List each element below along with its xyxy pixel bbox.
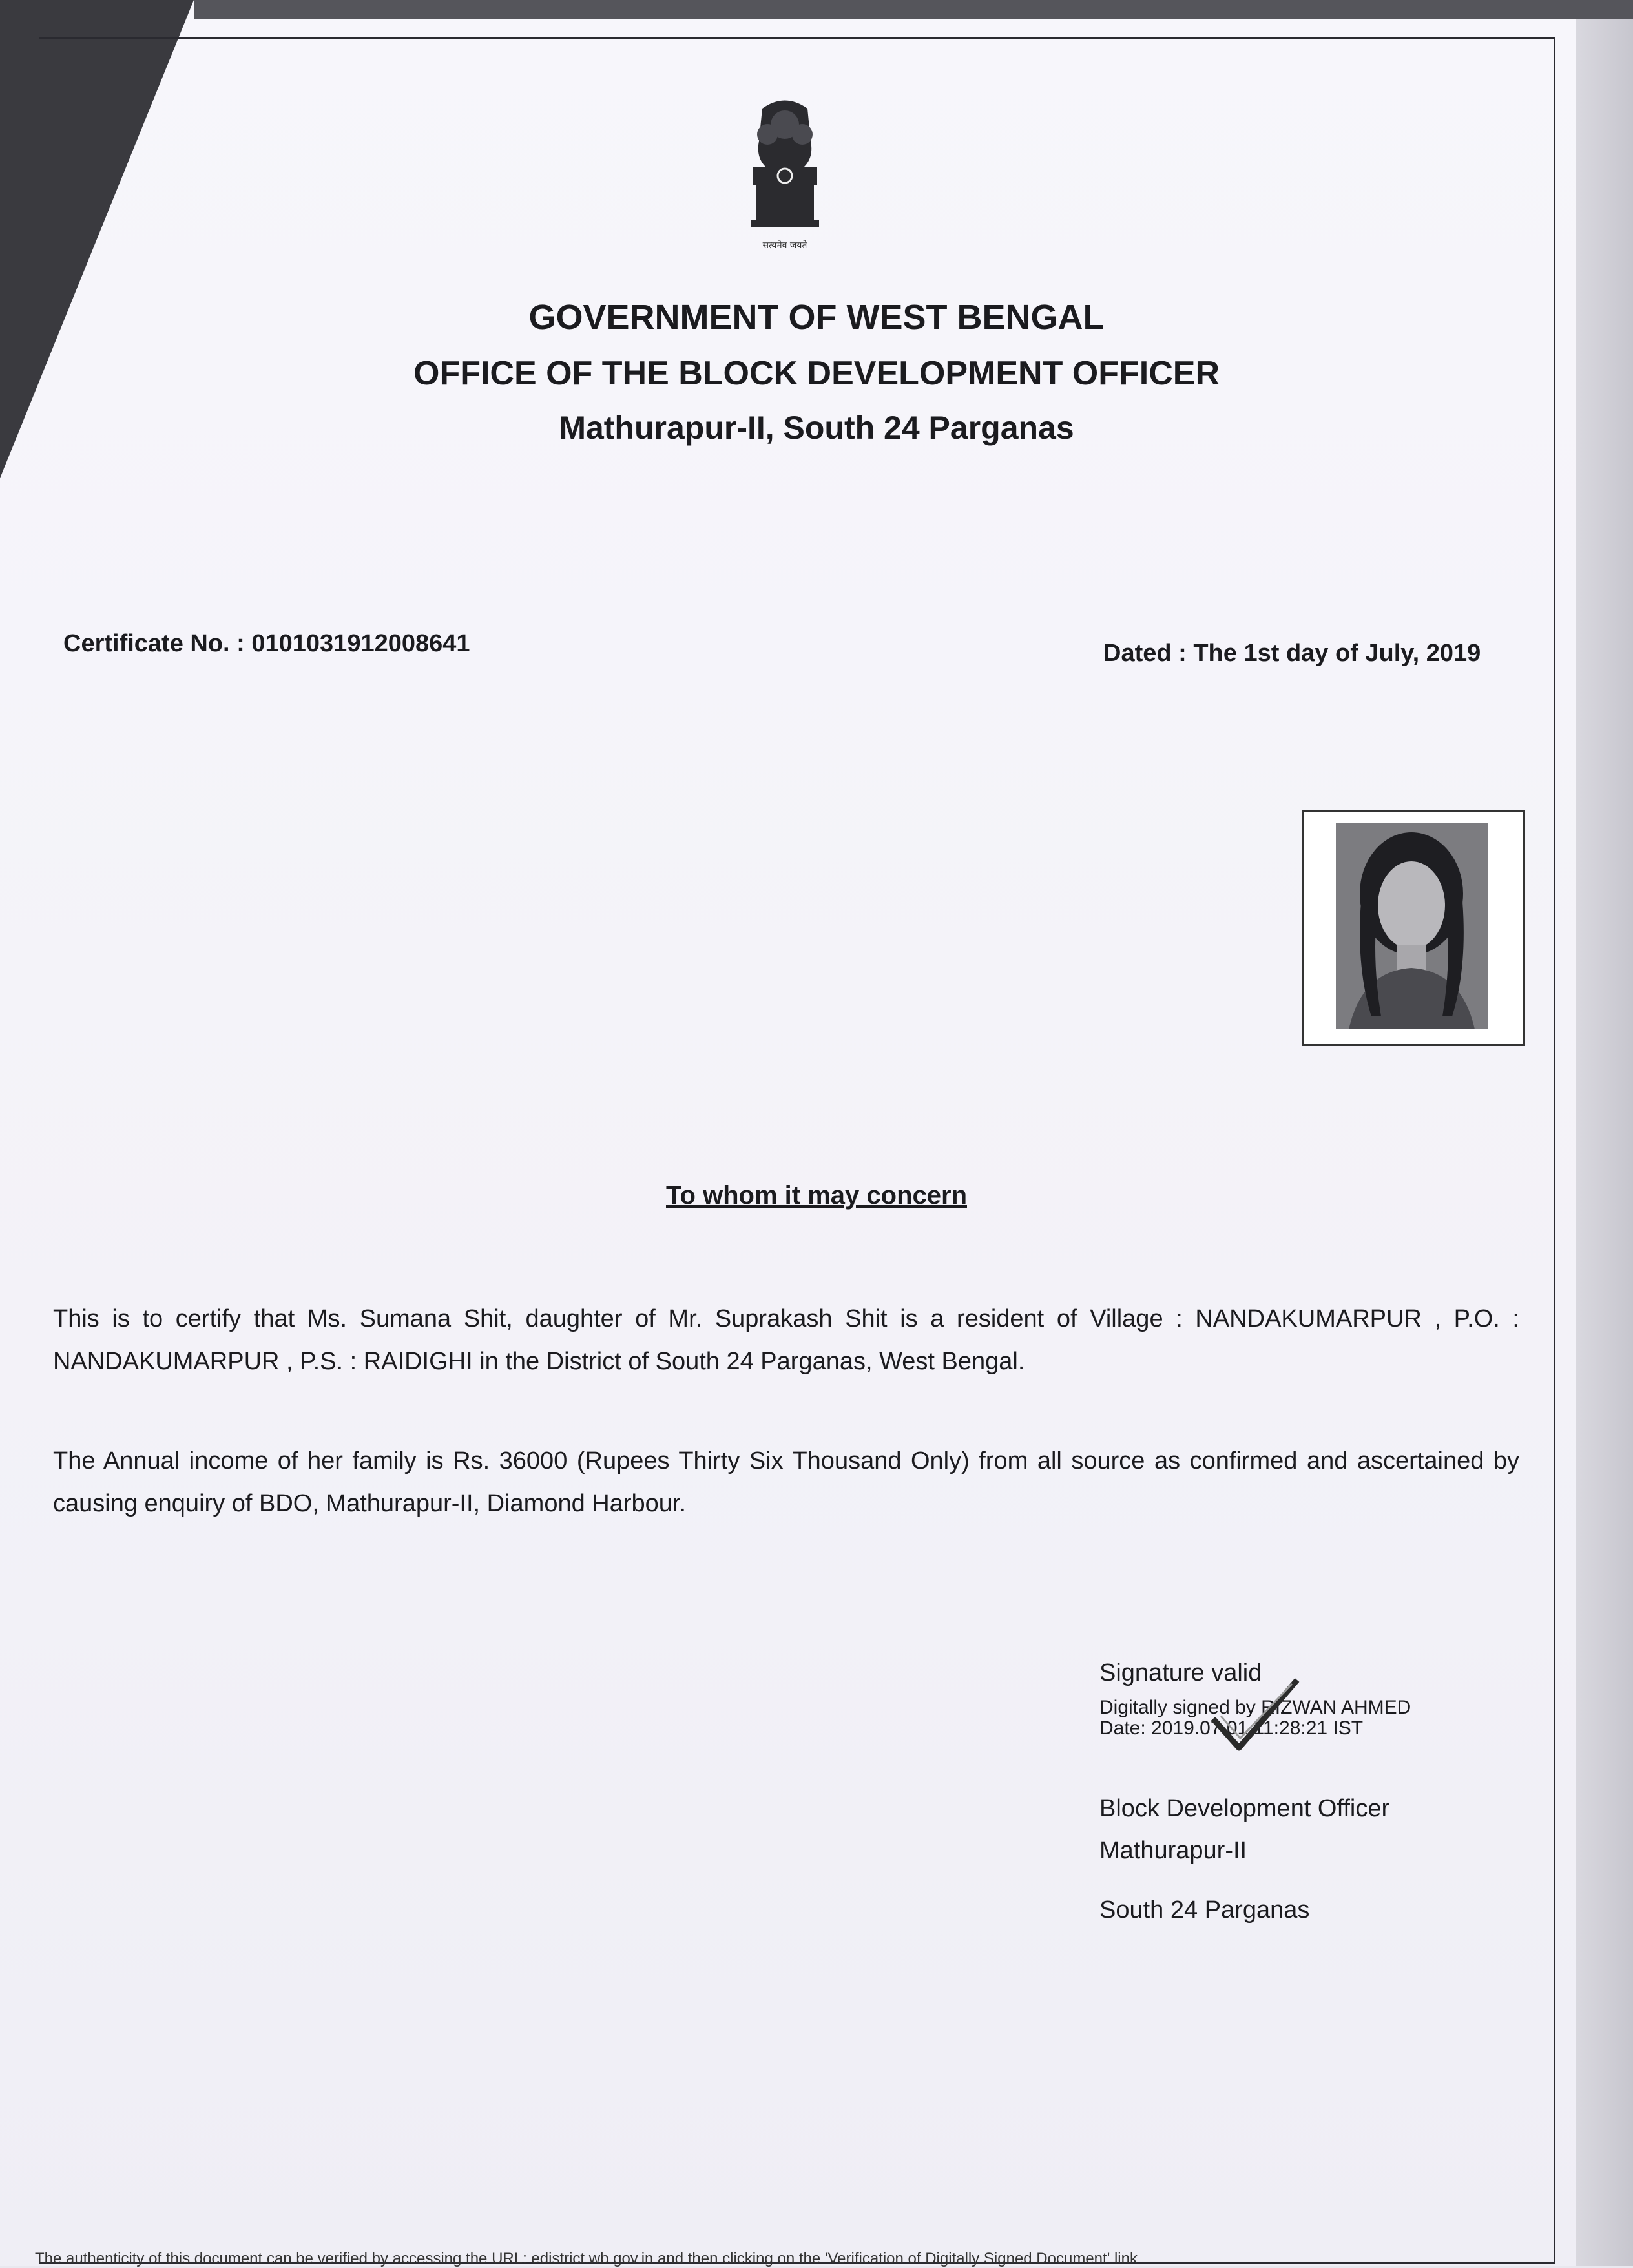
signatory-district: South 24 Parganas <box>1099 1896 1310 1924</box>
signed-by: Digitally signed by RIZWAN AHMED <box>1099 1697 1411 1718</box>
page-edge <box>1576 0 1633 2266</box>
scan-top-edge <box>194 0 1633 19</box>
applicant-photo <box>1336 823 1488 1029</box>
signature-date: Date: 2019.07.01 11:28:21 IST <box>1099 1717 1364 1739</box>
government-title: GOVERNMENT OF WEST BENGAL <box>528 298 1105 337</box>
concern-heading: To whom it may concern <box>666 1181 967 1210</box>
income-paragraph: The Annual income of her family is Rs. 36000 (Rupees Thirty Six Thousand Only) from all source as confirmed and ascertained by causing enquiry of BDO, Mathurapur-II, Diamond Harbour. <box>53 1447 1519 1517</box>
signature-status: Signature valid <box>1099 1659 1262 1686</box>
emblem-motto: सत्यमेव जयते <box>762 240 807 251</box>
office-title: OFFICE OF THE BLOCK DEVELOPMENT OFFICER <box>413 355 1220 392</box>
residence-paragraph: This is to certify that Ms. Sumana Shit, daughter of Mr. Suprakash Shit is a resident of Village : NANDAKUMARPUR , P.O. : NANDAKUMARPUR , P.S. : RAIDIGHI in the District of South 24 Parganas, West Bengal. <box>53 1305 1519 1375</box>
certificate-date: Dated : The 1st day of July, 2019 <box>1103 640 1481 667</box>
office-location: Mathurapur-II, South 24 Parganas <box>559 410 1074 446</box>
signatory-designation: Block Development Officer <box>1099 1795 1390 1822</box>
check-mark-icon <box>1207 1674 1304 1758</box>
signatory-block: Mathurapur-II <box>1099 1837 1247 1864</box>
certificate-number: Certificate No. : 0101031912008641 <box>63 630 470 657</box>
state-emblem-icon <box>736 96 833 257</box>
verification-footer: The authenticity of this document can be verified by accessing the URL: edistrict.wb.gov.in and then clicking on the 'Verification of Digitally Signed Document' link <box>35 2250 1138 2267</box>
